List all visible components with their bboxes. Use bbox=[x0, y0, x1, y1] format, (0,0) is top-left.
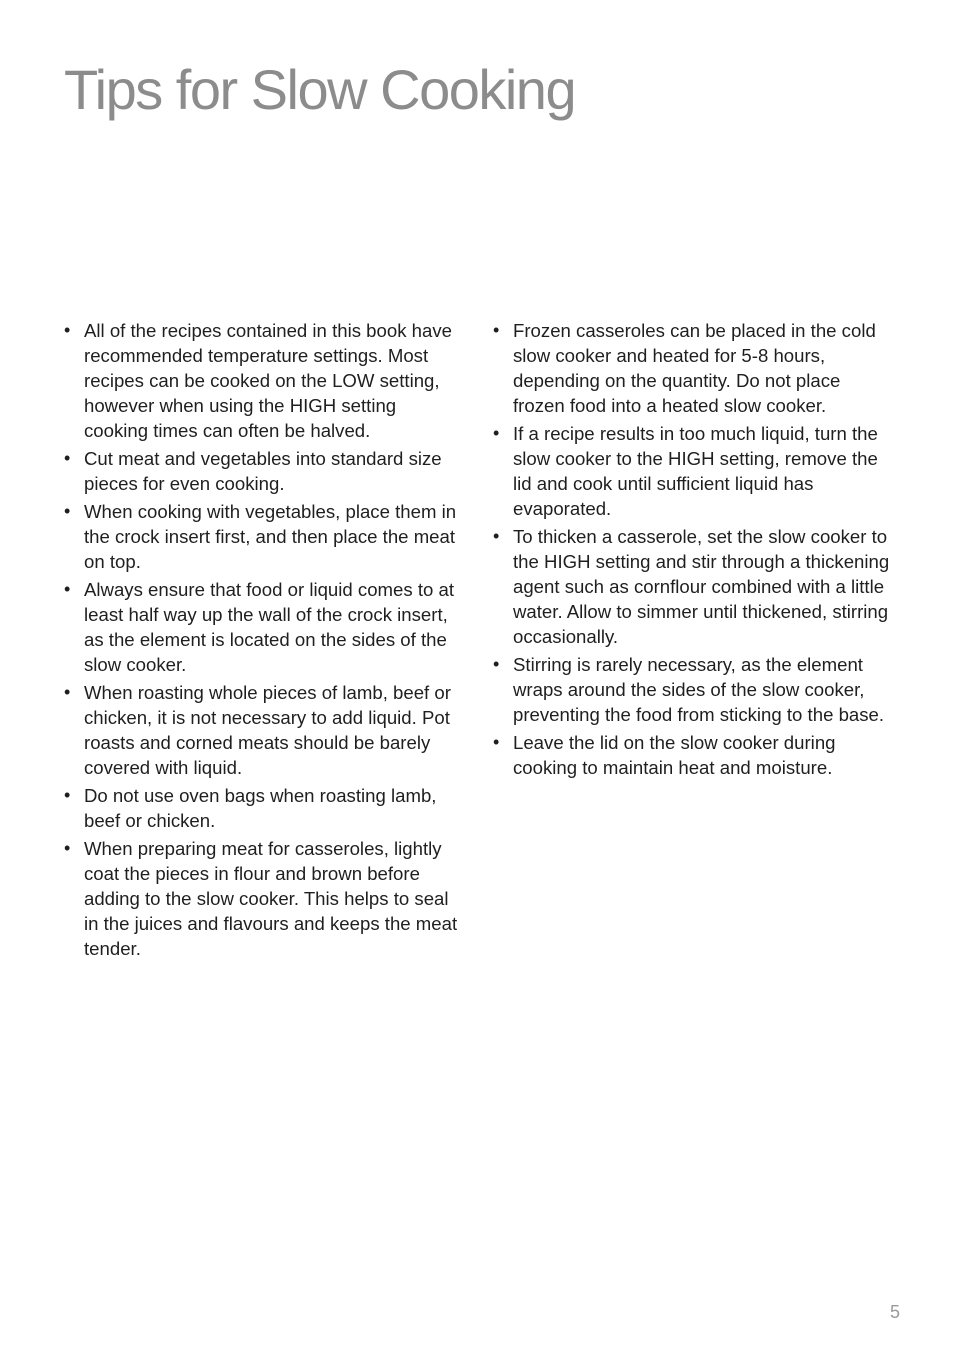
bullet-icon: • bbox=[64, 785, 71, 805]
tip-item bbox=[493, 318, 893, 418]
tip-item bbox=[493, 524, 893, 649]
tips-column-left bbox=[64, 318, 464, 964]
bullet-icon: • bbox=[64, 448, 71, 468]
bullet-icon: • bbox=[493, 654, 500, 674]
tip-text: When cooking with vegetables, place them in the crock insert first, and then place the meat on top. bbox=[84, 501, 457, 572]
tip-item bbox=[64, 446, 464, 496]
tip-text: When roasting whole pieces of lamb, beef or chicken, it is not necessary to add liquid. Pot roasts and corned meats should be barely covered with liquid. bbox=[84, 682, 451, 778]
bullet-icon: • bbox=[64, 682, 71, 702]
bullet-icon: • bbox=[493, 320, 500, 340]
tip-item bbox=[64, 499, 464, 574]
bullet-icon: • bbox=[493, 732, 500, 752]
bullet-icon: • bbox=[64, 320, 71, 340]
tip-text: Cut meat and vegetables into standard size pieces for even cooking. bbox=[84, 448, 442, 494]
tip-text: Do not use oven bags when roasting lamb, beef or chicken. bbox=[84, 785, 437, 831]
tip-text: Always ensure that food or liquid comes to at least half way up the wall of the crock insert, as the element is located on the sides of the slow cooker. bbox=[84, 579, 455, 675]
tip-item bbox=[493, 652, 893, 727]
tip-text: Leave the lid on the slow cooker during cooking to maintain heat and moisture. bbox=[513, 732, 836, 778]
tip-item bbox=[493, 421, 893, 521]
page-title: Tips for Slow Cooking bbox=[64, 58, 576, 121]
tip-text: If a recipe results in too much liquid, turn the slow cooker to the HIGH setting, remove the lid and cook until sufficient liquid has evaporated. bbox=[513, 423, 878, 519]
tip-text: To thicken a casserole, set the slow cooker to the HIGH setting and stir through a thickening agent such as cornflour combined with a little water. Allow to simmer until thickened, stirring occasionally. bbox=[513, 526, 890, 647]
tip-text: Stirring is rarely necessary, as the element wraps around the sides of the slow cooker, preventing the food from sticking to the base. bbox=[513, 654, 885, 725]
tip-item bbox=[64, 577, 464, 677]
bullet-icon: • bbox=[64, 501, 71, 521]
tip-text: Frozen casseroles can be placed in the cold slow cooker and heated for 5-8 hours, depending on the quantity. Do not place frozen food into a heated slow cooker. bbox=[513, 320, 876, 416]
tip-item bbox=[64, 836, 464, 961]
page-number: 5 bbox=[889, 1302, 900, 1322]
bullet-icon: • bbox=[64, 579, 71, 599]
bullet-icon: • bbox=[493, 423, 500, 443]
tips-column-right bbox=[493, 318, 893, 783]
tip-item bbox=[64, 680, 464, 780]
tip-item bbox=[64, 318, 464, 443]
bullet-icon: • bbox=[64, 838, 71, 858]
tip-item bbox=[64, 783, 464, 833]
tip-item bbox=[493, 730, 893, 780]
tip-text: All of the recipes contained in this book have recommended temperature settings. Most recipes can be cooked on the LOW setting, however when using the HIGH setting cooking times can often be halved. bbox=[84, 320, 452, 441]
tip-text: When preparing meat for casseroles, lightly coat the pieces in flour and brown before adding to the slow cooker. This helps to seal in the juices and flavours and keeps the meat tender. bbox=[84, 838, 458, 959]
bullet-icon: • bbox=[493, 526, 500, 546]
